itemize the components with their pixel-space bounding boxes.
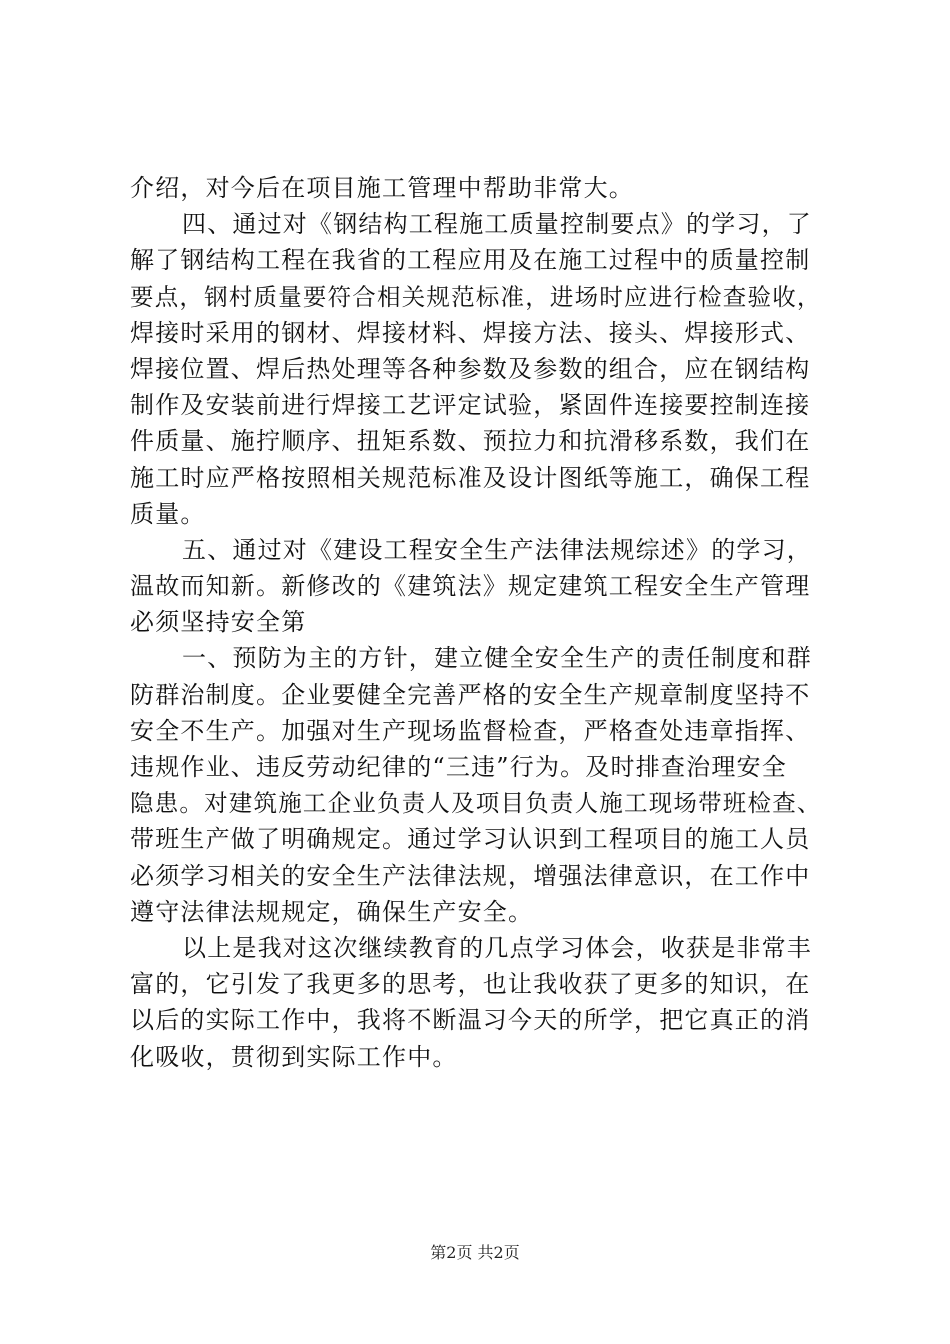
text-line: 施工时应严格按照相关规范标准及设计图纸等施工，确保工程: [130, 463, 811, 492]
text-line: 质量。: [130, 499, 206, 528]
text-line: 一、预防为主的方针，建立健全安全生产的责任制度和群: [182, 644, 812, 673]
text-line: 富的，它引发了我更多的思考，也让我收获了更多的知识，在: [130, 970, 811, 999]
text-line: 以后的实际工作中，我将不断温习今天的所学，把它真正的消: [130, 1006, 811, 1035]
text-line: 违规作业、违反劳动纪律的“三违”行为。及时排查治理安全: [130, 753, 787, 781]
text-line: 五、通过对《建设工程安全生产法律法规综述》的学习，: [182, 535, 812, 564]
text-line: 四、通过对《钢结构工程施工质量控制要点》的学习，了: [182, 210, 812, 239]
text-line: 安全不生产。加强对生产现场监督检查，严格查处违章指挥、: [130, 716, 811, 745]
document-body: [130, 170, 830, 1075]
text-line: 制作及安装前进行焊接工艺评定试验，紧固件连接要控制连接: [130, 391, 811, 420]
text-line: 遵守法律法规规定，确保生产安全。: [130, 897, 534, 926]
text-line: 介绍，对今后在项目施工管理中帮助非常大。: [130, 174, 634, 202]
text-line: 必须坚持安全第: [130, 608, 307, 637]
text-line: 隐患。对建筑施工企业负责人及项目负责人施工现场带班检查、: [130, 789, 822, 818]
text-line: 解了钢结构工程在我省的工程应用及在施工过程中的质量控制: [130, 246, 811, 275]
text-line: 带班生产做了明确规定。通过学习认识到工程项目的施工人员: [130, 825, 811, 854]
text-line: 以上是我对这次继续教育的几点学习体会，收获是非常丰: [182, 933, 812, 962]
page-footer: 第2页 共2页: [430, 1243, 520, 1262]
text-line: 焊接位置、焊后热处理等各种参数及参数的组合，应在钢结构: [130, 354, 811, 383]
text-line: 防群治制度。企业要健全完善严格的安全生产规章制度坚持不: [130, 680, 811, 709]
text-line: 温故而知新。新修改的《建筑法》规定建筑工程安全生产管理: [130, 572, 811, 601]
text-line: 件质量、施拧顺序、扭矩系数、预拉力和抗滑移系数，我们在: [130, 427, 811, 456]
text-line: 化吸收，贯彻到实际工作中。: [130, 1042, 458, 1071]
text-line: 要点，钢村质量要符合相关规范标准，进场时应进行检查验收，: [130, 282, 822, 311]
text-line: 焊接时采用的钢材、焊接材料、焊接方法、接头、焊接形式、: [130, 318, 811, 347]
text-line: 必须学习相关的安全生产法律法规，增强法律意识，在工作中: [130, 861, 811, 890]
